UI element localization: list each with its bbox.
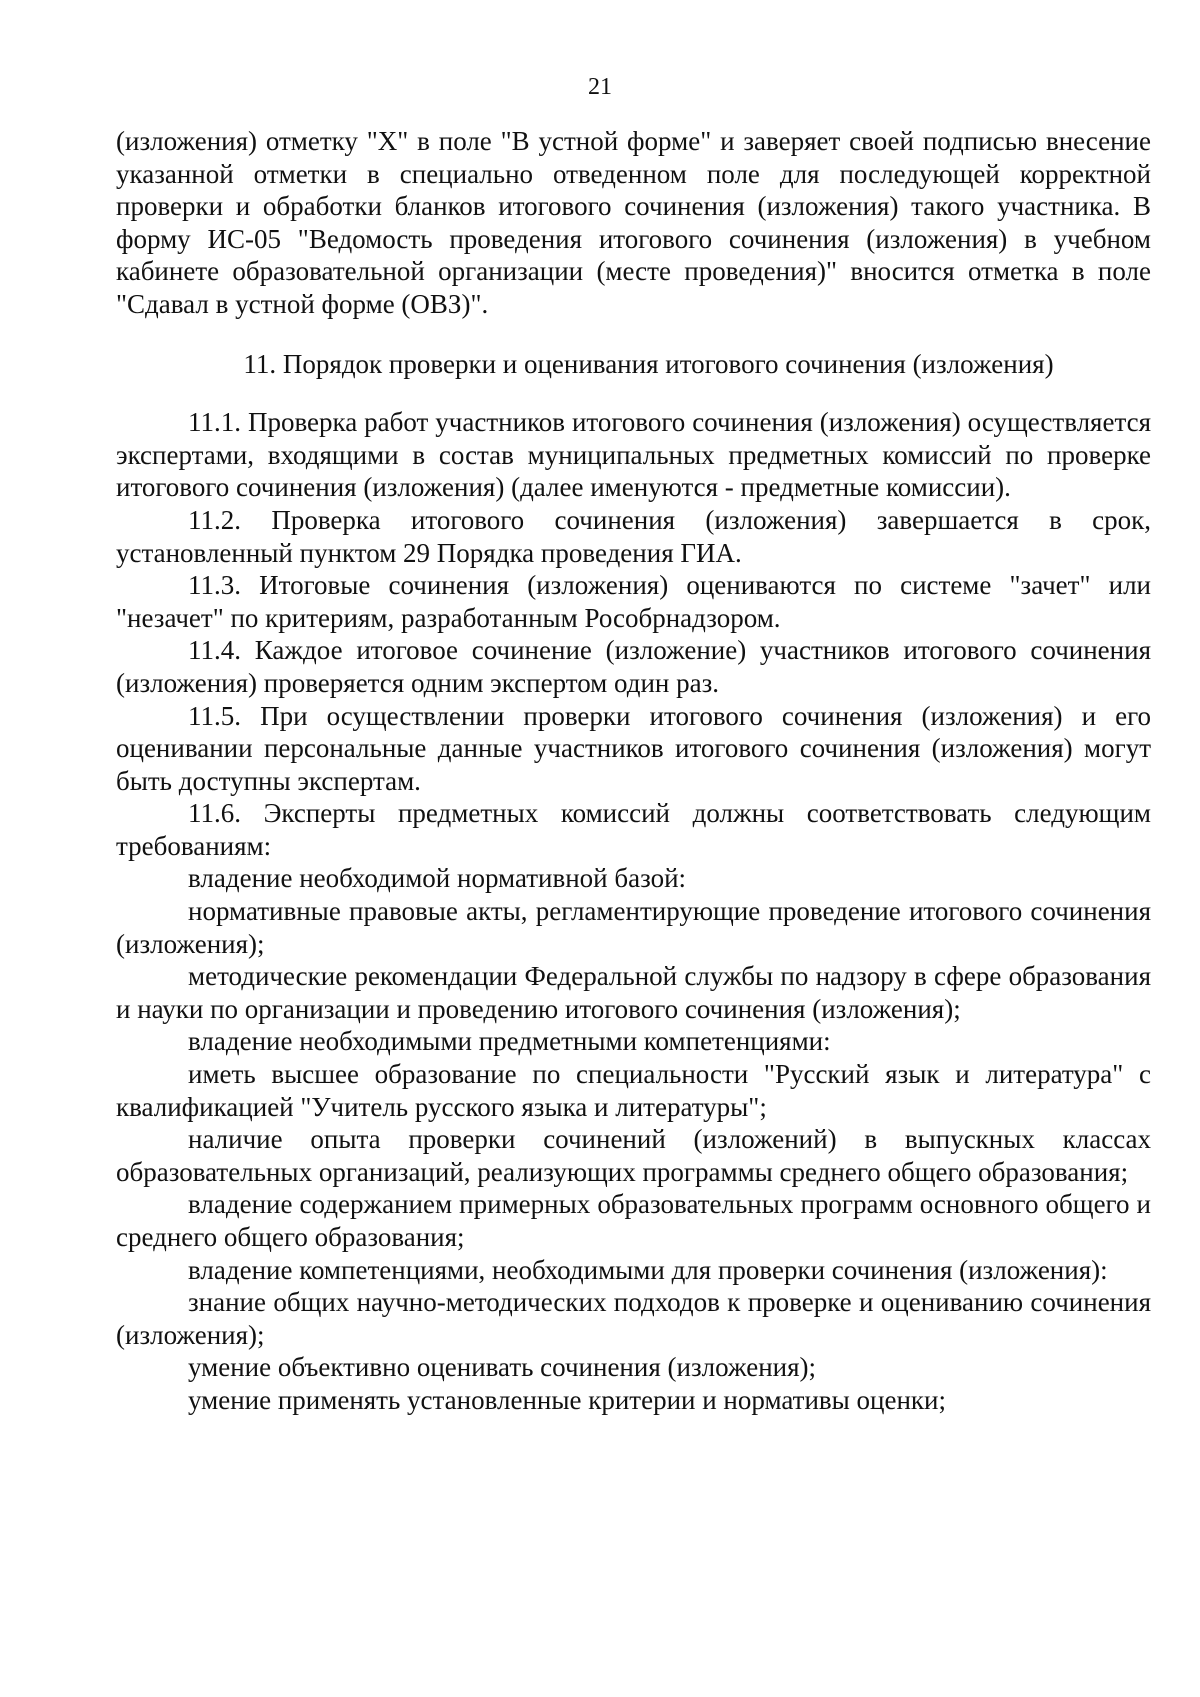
requirement-item: иметь высшее образование по специальности "Русский язык и литература" с квалификацией "Учитель русского языка и литературы"; bbox=[116, 1059, 1151, 1122]
requirement-item: владение необходимой нормативной базой: bbox=[188, 863, 687, 894]
intro-paragraph: (изложения) отметку "Х" в поле "В устной форме" и заверяет своей подписью внесение указанной отметки в специально отведенном поле для последующей корректной проверки и обработки бланков итогового сочинения (изложения) такого участника. В форму ИС-05 "Ведомость проведения итогового сочинения (изложения) в учебном кабинете образовательной организации (месте проведения)" вносится отметка в поле "Сдавал в устной форме (ОВЗ)". bbox=[116, 126, 1151, 319]
requirement-item: владение содержанием примерных образовательных программ основного общего и среднего общего образования; bbox=[116, 1189, 1151, 1252]
paragraph-11-2: 11.2. Проверка итогового сочинения (изложения) завершается в срок, установленный пунктом 29 Порядка проведения ГИА. bbox=[116, 504, 1151, 568]
requirement-item: умение применять установленные критерии и нормативы оценки; bbox=[188, 1384, 946, 1415]
requirement-item: нормативные правовые акты, регламентирующие проведение итогового сочинения (изложения); bbox=[116, 896, 1151, 959]
page-number: 21 bbox=[588, 74, 612, 100]
document-body bbox=[116, 125, 1151, 1417]
requirement-item: методические рекомендации Федеральной службы по надзору в сфере образования и науки по организации и проведению итогового сочинения (изложения); bbox=[116, 961, 1151, 1024]
paragraph-11-4: 11.4. Каждое итоговое сочинение (изложение) участников итогового сочинения (изложения) проверяется одним экспертом один раз. bbox=[116, 635, 1151, 698]
requirement-item: умение объективно оценивать сочинения (изложения); bbox=[188, 1352, 817, 1383]
requirement-item: владение необходимыми предметными компетенциями: bbox=[188, 1026, 831, 1057]
paragraph-11-5: 11.5. При осуществлении проверки итогового сочинения (изложения) и его оценивании персональные данные участников итогового сочинения (изложения) могут быть доступны экспертам. bbox=[116, 700, 1151, 796]
requirement-item: знание общих научно-методических подходов к проверке и оцениванию сочинения (изложения); bbox=[116, 1287, 1151, 1350]
paragraph-11-1: 11.1. Проверка работ участников итогового сочинения (изложения) осуществляется экспертами, входящими в состав муниципальных предметных комиссий по проверке итогового сочинения (изложения) (далее именуются - предметные комиссии). bbox=[116, 407, 1151, 503]
paragraph-11-6: 11.6. Эксперты предметных комиссий должны соответствовать следующим требованиям: bbox=[116, 798, 1151, 861]
paragraph-11-3: 11.3. Итоговые сочинения (изложения) оцениваются по системе "зачет" или "незачет" по критериям, разработанным Рособрнадзором. bbox=[116, 570, 1151, 633]
section-heading: 11. Порядок проверки и оценивания итогового сочинения (изложения) bbox=[243, 348, 1054, 379]
requirement-item: наличие опыта проверки сочинений (изложений) в выпускных классах образовательных организаций, реализующих программы среднего общего образования; bbox=[116, 1124, 1151, 1187]
requirement-item: владение компетенциями, необходимыми для проверки сочинения (изложения): bbox=[188, 1254, 1108, 1285]
